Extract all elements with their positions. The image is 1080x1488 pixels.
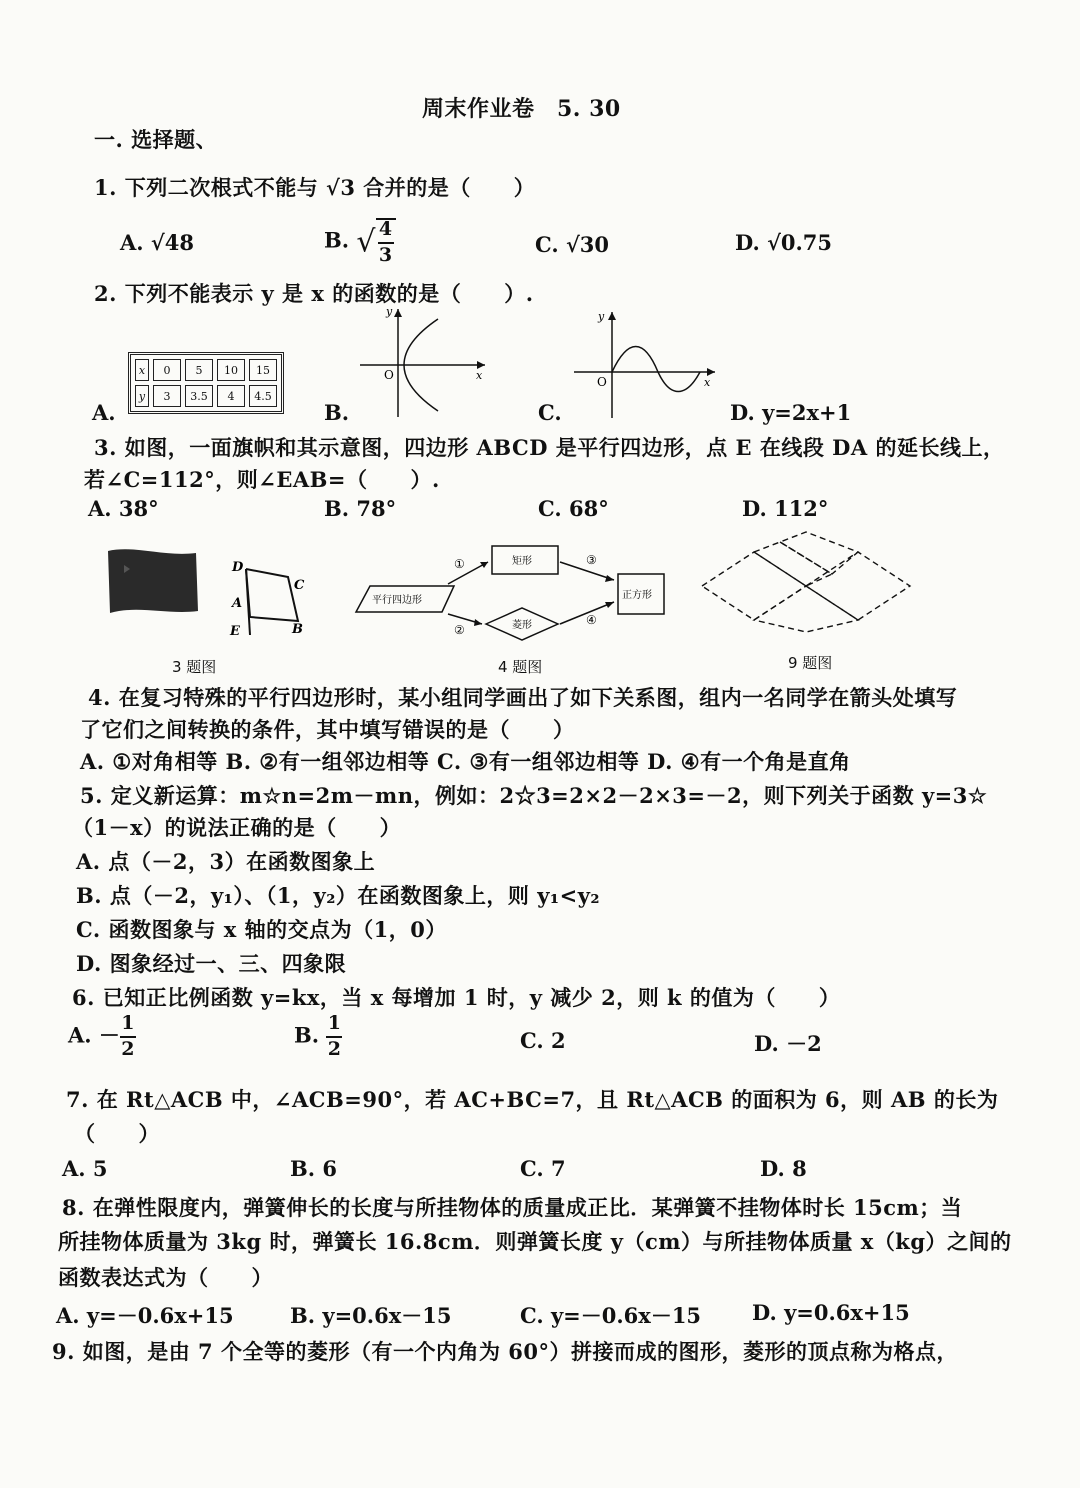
q7-option-a: A. 5 — [62, 1156, 108, 1181]
q6-option-a-label: A. — [68, 1022, 92, 1048]
q5-line1: 5. 定义新运算：m☆n=2m－mn，例如：2☆3=2×2－2×3=－2，则下列关于函数 y=3☆ — [80, 783, 988, 808]
q8-line3: 函数表达式为（ ） — [58, 1265, 273, 1290]
q4-line1: 4. 在复习特殊的平行四边形时，某小组同学画出了如下关系图，组内一名同学在箭头处填写 — [88, 685, 958, 710]
q5-option-d: D. 图象经过一、三、四象限 — [76, 951, 347, 976]
fig9-caption: 9 题图 — [788, 654, 833, 672]
q3-option-c: C. 68° — [538, 496, 609, 521]
q7-line1: 7. 在 Rt△ACB 中，∠ACB=90°，若 AC+BC=7，且 Rt△ACB 的面积为 6，则 AB 的长为 — [66, 1087, 999, 1112]
q3-option-b: B. 78° — [324, 496, 397, 521]
arrow-label-1: ① — [454, 557, 465, 571]
node-parallelogram: 平行四边形 — [372, 595, 422, 606]
q5-option-b: B. 点（－2，y₁）、（1，y₂）在函数图象上，则 y₁<y₂ — [76, 883, 601, 908]
table-cell: 3.5 — [185, 385, 213, 407]
fig3-caption: 3 题图 — [172, 658, 217, 676]
q6-a-denominator: 2 — [121, 1037, 135, 1060]
q2-option-a: A. — [92, 400, 116, 425]
q5-option-a: A. 点（－2，3）在函数图象上 — [76, 849, 376, 874]
q3-option-a: A. 38° — [88, 496, 159, 521]
q3-line1: 3. 如图，一面旗帜和其示意图，四边形 ABCD 是平行四边形，点 E 在线段 DA 的延长线上， — [94, 435, 1005, 460]
origin-label: O — [597, 375, 607, 389]
axis-label-y: y — [598, 310, 605, 323]
q7-line2: （ ） — [74, 1121, 160, 1146]
q8-option-c: C. y=－0.6x－15 — [520, 1303, 702, 1328]
q2-option-b: B. — [324, 400, 350, 425]
q5-line2: （1－x）的说法正确的是（ ） — [72, 815, 402, 840]
section-heading: 一. 选择题、 — [94, 127, 218, 152]
point-label-d: D — [232, 560, 244, 575]
q9-line1: 9. 如图，是由 7 个全等的菱形（有一个内角为 60°）拼接而成的图形，菱形的顶点称为格点， — [52, 1339, 958, 1364]
q1-b-numerator: 4 — [378, 218, 393, 240]
q5-option-c: C. 函数图象与 x 轴的交点为（1，0） — [76, 917, 447, 942]
q8-line2: 所挂物体质量为 3kg 时，弹簧长 16.8cm．则弹簧长度 y（cm）与所挂物体质量 x（kg）之间的 — [58, 1229, 1012, 1254]
q7-option-d: D. 8 — [760, 1156, 807, 1181]
table-cell: 4 — [217, 385, 245, 407]
arrow-label-3: ③ — [586, 553, 597, 567]
q8-line1: 8. 在弹性限度内，弹簧伸长的长度与所挂物体的质量成正比．某弹簧不挂物体时长 15cm；当 — [62, 1195, 963, 1220]
flag-photo — [104, 545, 200, 617]
q6-b-denominator: 2 — [327, 1037, 341, 1060]
point-label-e: E — [230, 624, 240, 639]
table-cell: 4.5 — [249, 385, 277, 407]
point-label-a: A — [232, 596, 243, 611]
q3-option-d: D. 112° — [742, 496, 829, 521]
q2-graph-c — [570, 308, 720, 420]
q9-rhombus-lattice — [700, 540, 915, 635]
point-label-c: C — [294, 578, 305, 593]
q1-option-d: D. √0.75 — [735, 230, 833, 255]
axis-label-x: x — [704, 376, 711, 389]
q7-option-c: C. 7 — [520, 1156, 566, 1181]
q1-option-c: C. √30 — [535, 232, 609, 257]
q6-a-numerator: 1 — [121, 1012, 135, 1034]
q6-option-a — [68, 1014, 136, 1060]
q6-stem: 6. 已知正比例函数 y=kx，当 x 每增加 1 时，y 减少 2，则 k 的值为（ ） — [72, 985, 841, 1010]
q1-option-b: B. √ $\frac{4}{3}$ — [324, 218, 396, 266]
q2-stem: 2. 下列不能表示 y 是 x 的函数的是（ ）. — [94, 281, 534, 306]
q2-option-d: D. y=2x+1 — [730, 400, 852, 425]
q6-option-c: C. 2 — [520, 1028, 566, 1053]
table-cell: 15 — [249, 359, 277, 381]
node-square: 正方形 — [622, 590, 652, 601]
q6-option-b-label: B. — [294, 1022, 320, 1048]
point-label-b: B — [292, 622, 303, 637]
axis-label-y: y — [386, 305, 393, 318]
q3-line2: 若∠C=112°，则∠EAB=（ ）. — [84, 467, 440, 492]
arrow-label-2: ② — [454, 623, 465, 637]
axis-label-x: x — [476, 369, 483, 382]
table-cell: x — [135, 359, 149, 381]
arrow-label-4: ④ — [586, 613, 597, 627]
q3-parallelogram-diagram — [226, 555, 316, 645]
q1-option-b-label: B. — [324, 227, 350, 253]
node-rectangle: 矩形 — [512, 556, 532, 567]
q2-value-table — [128, 352, 284, 414]
q1-stem: 1. 下列二次根式不能与 √3 合并的是（ ） — [94, 175, 536, 200]
q4-options: A. ①对角相等 B. ②有一组邻边相等 C. ③有一组邻边相等 D. ④有一个角是直角 — [80, 749, 851, 774]
table-cell: 5 — [185, 359, 213, 381]
q2-graph-b — [350, 305, 490, 420]
q2-option-c: C. — [538, 400, 562, 425]
q4-relationship-diagram — [350, 540, 670, 650]
q6-option-a-sign: － — [98, 1022, 120, 1048]
node-rhombus: 菱形 — [512, 620, 532, 631]
q6-option-b — [294, 1014, 342, 1060]
fig4-caption: 4 题图 — [498, 658, 543, 676]
q7-option-b: B. 6 — [290, 1156, 337, 1181]
q8-option-a: A. y=－0.6x+15 — [56, 1303, 234, 1328]
table-cell: 0 — [153, 359, 181, 381]
q1-option-a: A. √48 — [120, 230, 194, 255]
page-title: 周末作业卷 5. 30 — [422, 96, 621, 122]
q6-b-numerator: 1 — [327, 1012, 341, 1034]
table-cell: 10 — [217, 359, 245, 381]
q8-option-d: D. y=0.6x+15 — [752, 1300, 910, 1325]
table-cell: y — [135, 385, 149, 407]
origin-label: O — [384, 368, 394, 382]
table-cell: 3 — [153, 385, 181, 407]
q6-option-d: D. －2 — [754, 1031, 822, 1056]
q8-option-b: B. y=0.6x－15 — [290, 1303, 452, 1328]
q4-line2: 了它们之间转换的条件，其中填写错误的是（ ） — [80, 717, 575, 742]
q1-b-denominator: 3 — [378, 243, 393, 266]
